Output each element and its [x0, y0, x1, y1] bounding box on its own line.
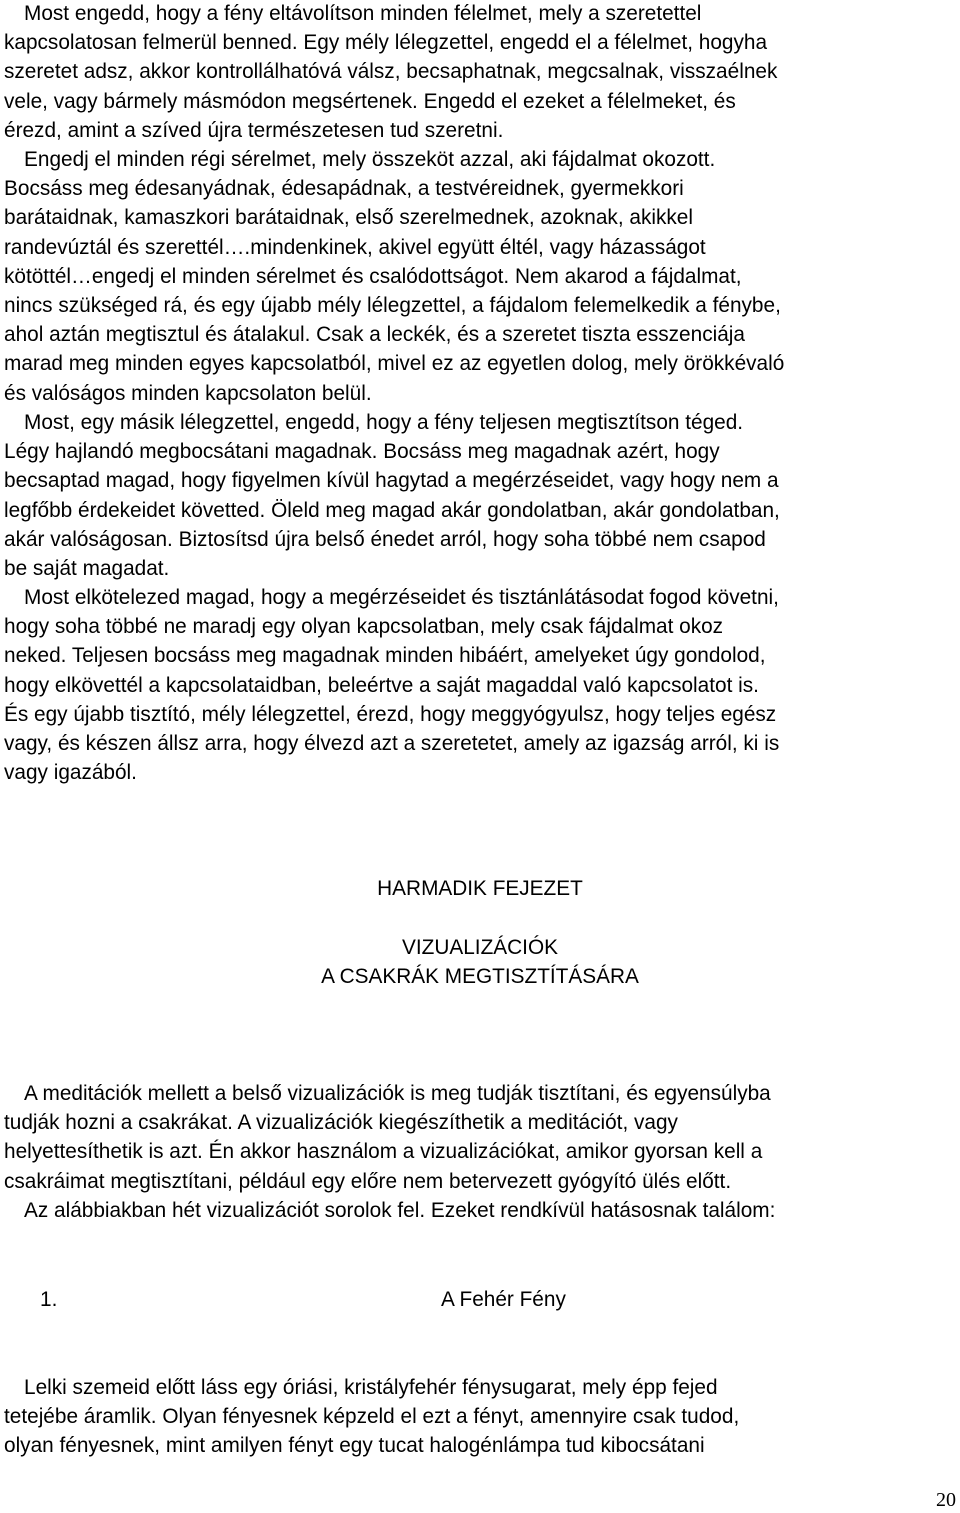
text-line: hogy elkövettél a kapcsolataidban, beleértve a saját magaddal való kapcsolatot is.: [4, 673, 759, 697]
intro-paragraph-1: [4, 1079, 956, 1196]
text-line: vagy, és készen állsz arra, hogy élvezd azt a szeretetet, amely az igazság arról, ki is: [4, 732, 780, 756]
section-number: 1.: [40, 1288, 58, 1311]
section-title: A Fehér Fény: [441, 1288, 566, 1311]
text-line: ahol aztán megtisztul és átalakul. Csak a leckék, és a szeretet tiszta esszenciája: [4, 323, 745, 347]
text-line: Most engedd, hogy a fény eltávolítson minden félelmet, mely a szeretettel: [24, 2, 702, 25]
text-line: olyan fényesnek, mint amilyen fényt egy tucat halogénlámpa tud kibocsátani: [4, 1434, 705, 1458]
text-line: vagy igazából.: [4, 761, 137, 785]
text-line: marad meg minden egyes kapcsolatból, mivel ez az egyetlen dolog, mely örökkévaló: [4, 352, 785, 376]
chapter-label: HARMADIK FEJEZET: [377, 877, 583, 900]
text-line: Bocsáss meg édesanyádnak, édesapádnak, a testvéreidnek, gyermekkori: [4, 177, 684, 201]
text-line: randevúztál és szerettél….mindenkinek, akivel együtt éltél, vagy házasságot: [4, 235, 706, 259]
text-line: Engedj el minden régi sérelmet, mely összeköt azzal, aki fájdalmat okozott.: [24, 148, 716, 171]
text-line: becsaptad magad, hogy figyelmen kívül hagytad a megérzéseidet, vagy hogy nem a: [4, 469, 779, 493]
text-line: helyettesíthetik is azt. Én akkor használom a vizualizációkat, amikor gyorsan kell a: [4, 1140, 763, 1164]
text-line: Az alábbiakban hét vizualizációt sorolok fel. Ezeket rendkívül hatásosnak találom:: [24, 1199, 776, 1222]
intro-paragraph-2: [4, 1196, 956, 1225]
body-paragraph-3: [4, 408, 956, 583]
text-line: tetejébe áramlik. Olyan fényesnek képzeld el ezt a fényt, amennyire csak tudod,: [4, 1405, 740, 1429]
text-line: A meditációk mellett a belső vizualizációk is meg tudják tisztítani, és egyensúlyba: [24, 1082, 771, 1105]
text-line: Most, egy másik lélegzettel, engedd, hogy a fény teljesen megtisztítson téged.: [24, 411, 744, 434]
text-line: vele, vagy bármely másmódon megsértenek. Engedd el ezeket a félelmeket, és: [4, 89, 736, 113]
text-line: hogy soha többé ne maradj egy olyan kapcsolatban, mely csak fájdalmat okoz: [4, 615, 724, 639]
body-paragraph-4: [4, 583, 956, 787]
text-line: Most elkötelezed magad, hogy a megérzéseidet és tisztánlátásodat fogod követni,: [24, 586, 779, 609]
text-line: kötöttél…engedj el minden sérelmet és csalódottságot. Nem akarod a fájdalmat,: [4, 264, 742, 288]
text-line: kapcsolatosan felmerül benned. Egy mély lélegzettel, engedd el a félelmet, hogyha: [4, 31, 768, 55]
text-line: nincs szükséged rá, és egy újabb mély lélegzettel, a fájdalom felemelkedik a fénybe,: [4, 294, 781, 318]
text-line: csakráimat megtisztítani, például egy előre nem betervezett gyógyító ülés előtt.: [4, 1169, 732, 1193]
chapter-title-line-2: A CSAKRÁK MEGTISZTÍTÁSÁRA: [321, 965, 639, 988]
text-line: És egy újabb tisztító, mély lélegzettel, érezd, hogy meggyógyulsz, hogy teljes egész: [4, 702, 777, 726]
text-line: Lelki szemeid előtt láss egy óriási, kristályfehér fénysugarat, mely épp fejed: [24, 1376, 718, 1399]
text-line: tudják hozni a csakrákat. A vizualizációk kiegészíthetik a meditációt, vagy: [4, 1111, 678, 1135]
chapter-title-line-1: VIZUALIZÁCIÓK: [401, 936, 558, 959]
text-line: Légy hajlandó megbocsátani magadnak. Bocsáss meg magadnak azért, hogy: [4, 440, 720, 464]
text-line: neked. Teljesen bocsáss meg magadnak minden hibáért, amelyeket úgy gondolod,: [4, 644, 766, 668]
section-paragraph-1: [4, 1373, 956, 1461]
text-line: szeretet adsz, akkor kontrollálhatóvá válsz, becsaphatnak, megcsalnak, visszaélnek: [4, 60, 778, 84]
text-line: akár valóságosan. Biztosítsd újra belső énedet arról, hogy soha többé nem csapod: [4, 527, 766, 551]
text-line: érezd, amint a szíved újra természetesen tud szeretni.: [4, 118, 504, 142]
body-paragraph-1: [4, 0, 956, 145]
text-line: legfőbb érdekeidet követted. Öleld meg magad akár gondolatban, akár gondolatban,: [4, 498, 780, 522]
body-paragraph-2: [4, 145, 956, 408]
page-number: 20: [936, 1489, 956, 1511]
text-line: barátaidnak, kamaszkori barátaidnak, első szerelmednek, azoknak, akikkel: [4, 206, 693, 230]
text-line: és valóságos minden kapcsolaton belül.: [4, 381, 372, 405]
text-line: be saját magadat.: [4, 557, 170, 581]
